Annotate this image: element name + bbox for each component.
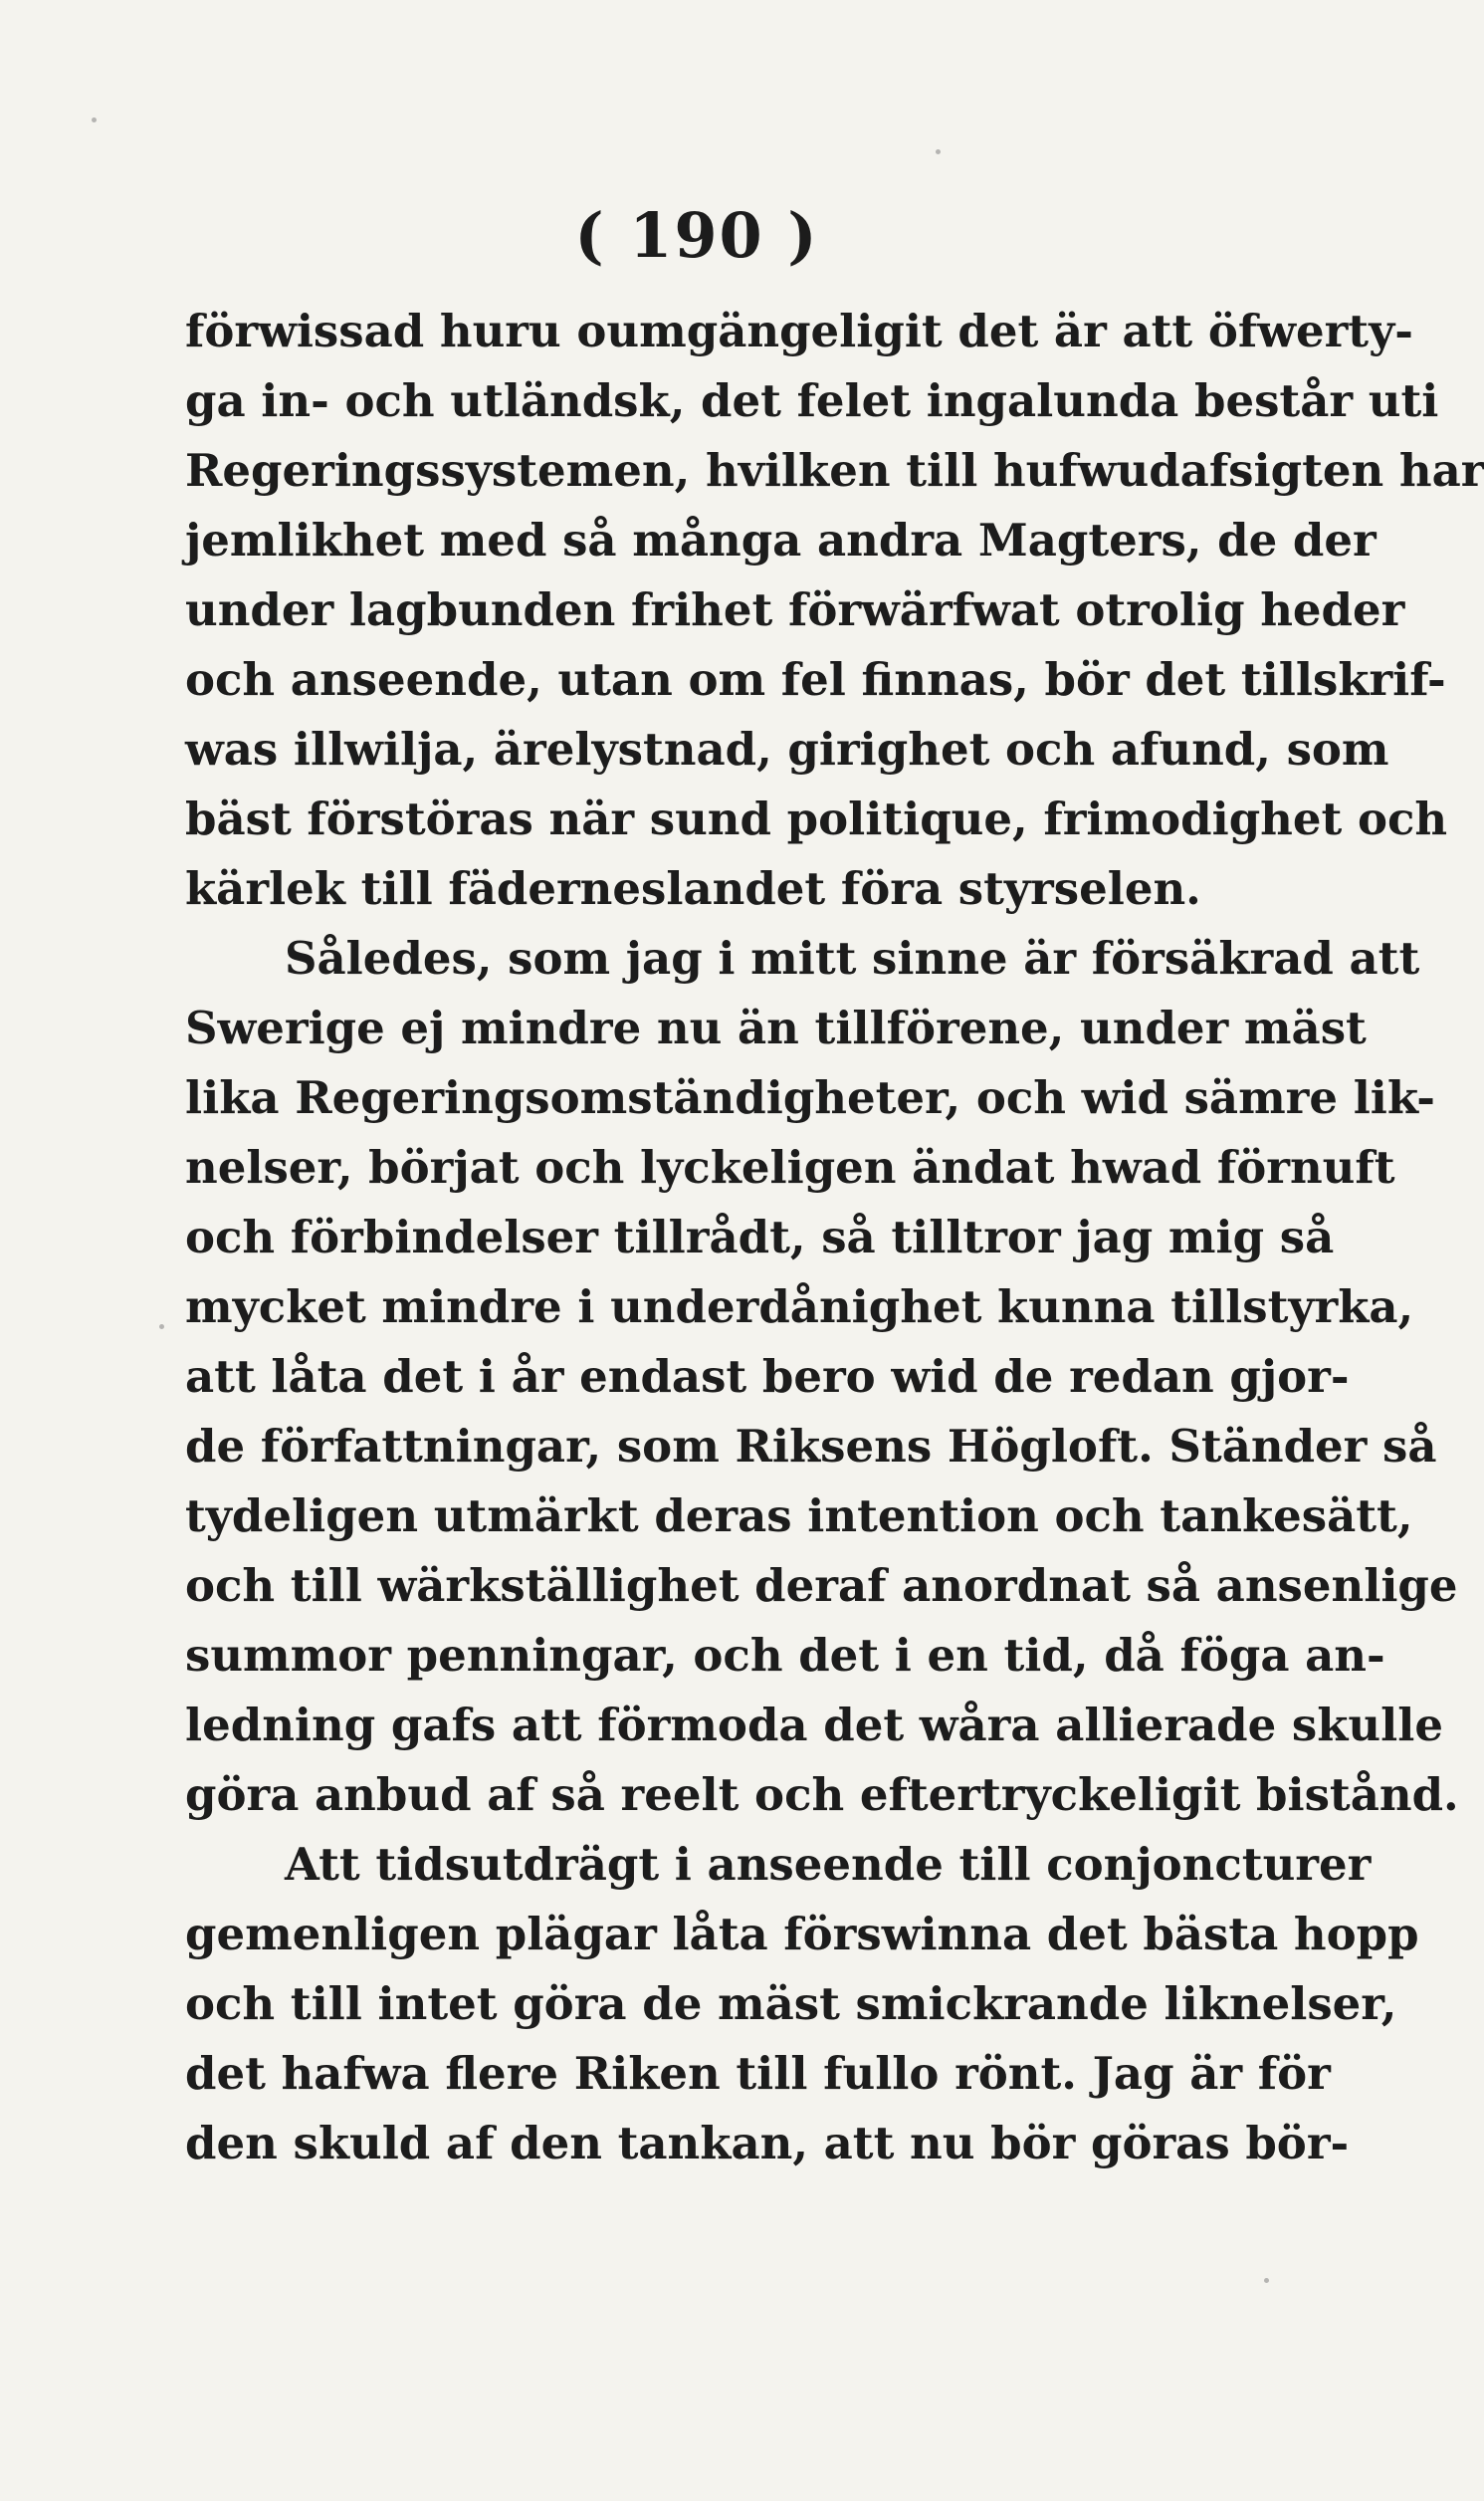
text-line: förwissad huru oumgängeligit det är att öfwerty- — [185, 305, 1413, 357]
text-line: Att tidsutdrägt i anseende till conjoncturer — [285, 1838, 1372, 1891]
text-line: det hafwa flere Riken till fullo rönt. Jag är för — [185, 2047, 1331, 2100]
paper-speck — [92, 117, 97, 122]
text-line: Swerige ej mindre nu än tillförene, under mäst — [185, 1002, 1367, 1054]
text-line: bäst förstöras när sund politique, frimodighet och — [185, 793, 1448, 845]
text-line: och till wärkställighet deraf anordnat så ansenlige — [185, 1559, 1458, 1612]
paper-speck — [159, 1324, 164, 1329]
body-text — [185, 297, 1484, 2178]
text-line: tydeligen utmärkt deras intention och tankesätt, — [185, 1489, 1413, 1542]
text-line: Således, som jag i mitt sinne är försäkrad att — [285, 932, 1420, 985]
text-line: jemlikhet med så många andra Magters, de der — [185, 514, 1377, 567]
text-line: gemenligen plägar låta förswinna det bästa hopp — [185, 1908, 1419, 1960]
text-line: under lagbunden frihet förwärfwat otrolig heder — [185, 583, 1405, 636]
paper-speck — [936, 149, 941, 154]
text-line: lika Regeringsomständigheter, och wid sämre lik- — [185, 1071, 1435, 1124]
text-line: göra anbud af så reelt och eftertryckeligit bistånd. — [185, 1768, 1459, 1821]
text-line: nelser, börjat och lyckeligen ändat hwad förnuft — [185, 1141, 1395, 1194]
text-line: och till intet göra de mäst smickrande liknelser, — [185, 1977, 1397, 2030]
text-line: summor penningar, och det i en tid, då föga an- — [185, 1629, 1385, 1682]
text-line: de författningar, som Riksens Högloft. Ständer så — [185, 1420, 1437, 1473]
text-line: den skuld af den tankan, att nu bör göras bör- — [185, 2117, 1350, 2169]
text-line: och förbindelser tillrådt, så tilltror jag mig så — [185, 1211, 1335, 1263]
text-line: Regeringssystemen, hvilken till hufwudafsigten har — [185, 444, 1484, 497]
text-line: was illwilja, ärelystnad, girighet och afund, som — [185, 723, 1389, 776]
text-line: ledning gafs att förmoda det wåra allierade skulle — [185, 1699, 1443, 1751]
text-line: mycket mindre i underdånighet kunna tillstyrka, — [185, 1280, 1414, 1333]
page-number: ( 190 ) — [574, 199, 819, 272]
text-line: kärlek till fäderneslandet föra styrselen. — [185, 862, 1201, 915]
text-line: att låta det i år endast bero wid de redan gjor- — [185, 1350, 1350, 1403]
paper-speck — [1264, 2278, 1269, 2283]
text-line: och anseende, utan om fel finnas, bör det tillskrif- — [185, 653, 1446, 706]
text-line: ga in- och utländsk, det felet ingalunda består uti — [185, 374, 1439, 427]
